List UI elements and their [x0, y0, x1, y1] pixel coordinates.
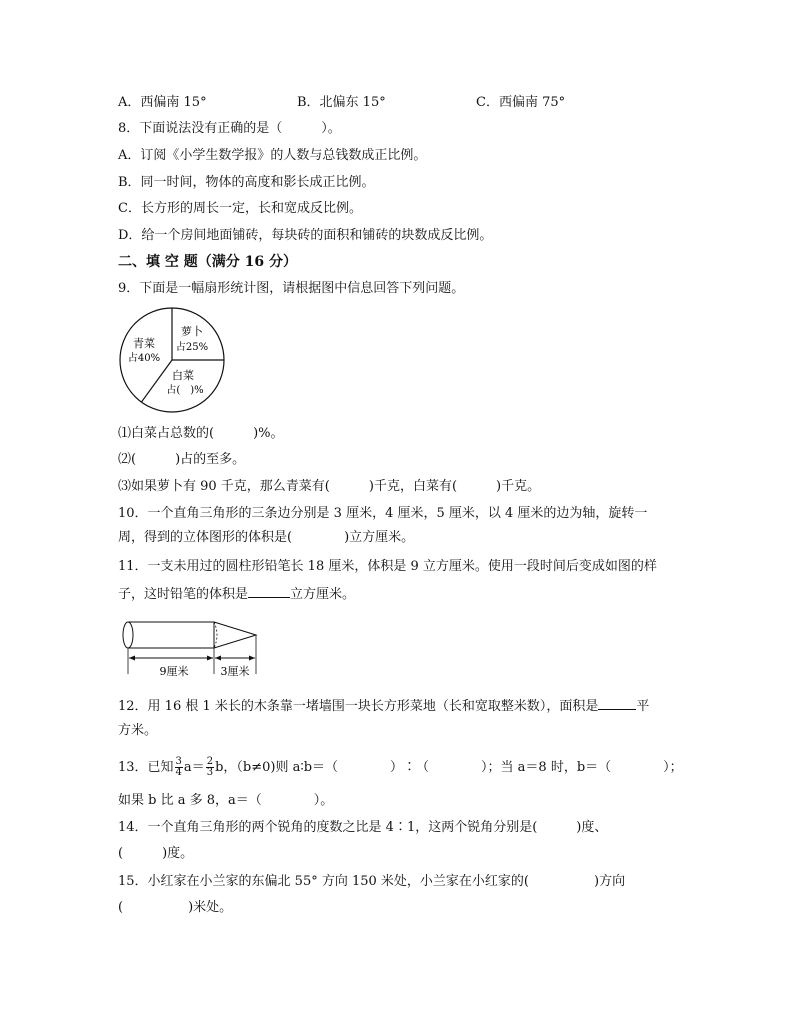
q12-answer-blank[interactable]	[598, 697, 636, 710]
dim-label-right: 3厘米	[220, 665, 250, 678]
q9-sub2: ⑵( )占的至多。	[118, 452, 246, 467]
q14-line1: 14．一个直角三角形的两个锐角的度数之比是 4∶1，这两个锐角分别是( )度、	[118, 820, 608, 835]
pie-label-luobo-pct: 占25%	[175, 342, 209, 353]
q9-stem: 9．下面是一幅扇形统计图，请根据图中信息回答下列问题。	[118, 281, 465, 296]
q7-option-b: B．北偏东 15°	[297, 95, 386, 110]
q14-line2: ( )度。	[118, 846, 194, 861]
q13-line1	[118, 757, 683, 778]
q13-mid2: b，（b≠0)则 a∶b＝（ ）∶（ ）；当 a＝8 时，b＝（ ）；	[215, 760, 683, 775]
pencil-tip	[214, 622, 256, 648]
q12-line1-text: 12．用 16 根 1 米长的木条靠一堵墙围一块长方形菜地（长和宽取整米数），面积是	[118, 699, 599, 714]
q8-option-a: A．订阅《小学生数学报》的人数与总钱数成正比例。	[118, 148, 427, 163]
pie-label-baicai-pct: 占( )%	[166, 385, 204, 396]
q11-line1: 11．一支未用过的圆柱形铅笔长 18 厘米，体积是 9 立方厘米。使用一段时间后变成如图的样	[118, 559, 657, 574]
q7-option-a: A．西偏南 15°	[118, 95, 207, 110]
q15-line1: 15．小红家在小兰家的东偏北 55° 方向 150 米处，小兰家在小红家的( )方向	[118, 874, 626, 889]
q10-line1: 10．一个直角三角形的三条边分别是 3 厘米，4 厘米，5 厘米，以 4 厘米的边为轴，旋转一	[118, 506, 648, 521]
q9-sub1: ⑴白菜占总数的( )%。	[118, 426, 284, 441]
q13-line2: 如果 b 比 a 多 8，a＝（ ）。	[118, 793, 334, 808]
q8-option-d: D．给一个房间地面铺砖，每块砖的面积和铺砖的块数成反比例。	[118, 228, 493, 243]
pie-label-baicai-name: 白菜	[172, 369, 194, 382]
q11-answer-blank[interactable]	[248, 585, 290, 598]
pie-label-luobo-name: 萝卜	[181, 325, 203, 338]
q8-stem: 8．下面说法没有正确的是（ ）。	[118, 121, 341, 136]
q10-line2: 周，得到的立体图形的体积是( )立方厘米。	[118, 530, 415, 545]
q11-line2	[118, 585, 355, 603]
section-title: 二、填 空 题（满分 16 分）	[118, 254, 297, 270]
pencil-figure	[116, 614, 266, 684]
q7-option-c: C．西偏南 75°	[476, 95, 566, 110]
pie-label-qingcai-pct: 占40%	[127, 353, 161, 364]
q11-line2-unit: 立方厘米。	[290, 587, 356, 602]
pie-label-qingcai-name: 青菜	[133, 337, 155, 350]
q12-line1	[118, 697, 649, 715]
q11-line2-text: 子，这时铅笔的体积是	[118, 587, 249, 602]
fraction-2-3: $\frac{2}{3}$	[206, 756, 214, 778]
q12-line2: 方米。	[118, 723, 158, 738]
pie-chart	[112, 305, 232, 415]
dim-label-left: 9厘米	[159, 665, 189, 678]
q8-option-b: B．同一时间，物体的高度和影长成正比例。	[118, 175, 375, 190]
q9-sub3: ⑶如果萝卜有 90 千克，那么青菜有( )千克，白菜有( )千克。	[118, 479, 541, 494]
q13-mid1: a＝	[183, 760, 205, 775]
q8-option-c: C．长方形的周长一定，长和宽成反比例。	[118, 201, 362, 216]
q15-line2: ( )米处。	[118, 900, 233, 915]
fraction-3-4: $\frac{3}{4}$	[175, 756, 182, 778]
q12-line1-unit: 平	[636, 699, 650, 714]
q13-prefix: 13．已知	[118, 760, 174, 775]
pencil-end	[123, 622, 133, 648]
pencil-body	[128, 622, 214, 648]
